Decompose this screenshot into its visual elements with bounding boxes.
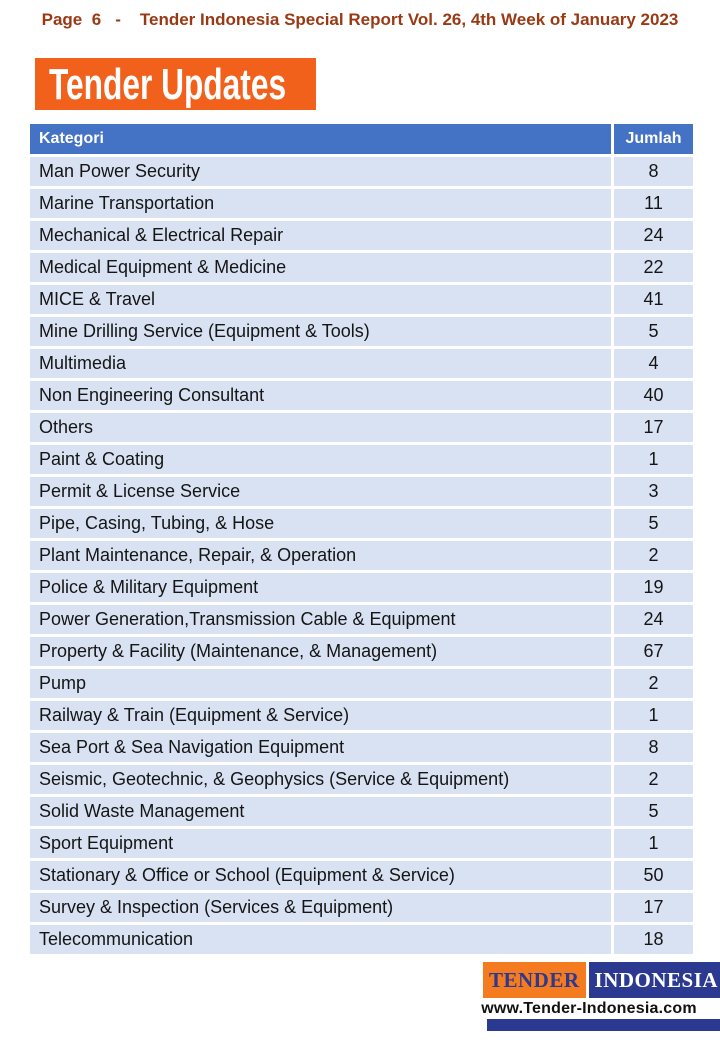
table-row bbox=[30, 860, 693, 892]
table-row bbox=[30, 380, 693, 412]
category-cell: Paint & Coating bbox=[30, 444, 613, 476]
table-row bbox=[30, 156, 693, 188]
website-link[interactable]: www.Tender-Indonesia.com bbox=[481, 1000, 697, 1017]
count-cell: 24 bbox=[613, 220, 694, 252]
category-cell: Sea Port & Sea Navigation Equipment bbox=[30, 732, 613, 764]
table-row bbox=[30, 220, 693, 252]
count-cell: 1 bbox=[613, 444, 694, 476]
category-cell: Railway & Train (Equipment & Service) bbox=[30, 700, 613, 732]
table-row bbox=[30, 764, 693, 796]
category-cell: Man Power Security bbox=[30, 156, 613, 188]
tender-indonesia-logo bbox=[483, 962, 720, 998]
table-row bbox=[30, 316, 693, 348]
table-row bbox=[30, 348, 693, 380]
count-cell: 40 bbox=[613, 380, 694, 412]
category-cell: Seismic, Geotechnic, & Geophysics (Service & Equipment) bbox=[30, 764, 613, 796]
category-cell: Marine Transportation bbox=[30, 188, 613, 220]
category-cell: Police & Military Equipment bbox=[30, 572, 613, 604]
banner-title: Tender Updates bbox=[49, 60, 287, 109]
table-row bbox=[30, 924, 693, 956]
category-cell: Mechanical & Electrical Repair bbox=[30, 220, 613, 252]
table-row bbox=[30, 508, 693, 540]
table-row bbox=[30, 572, 693, 604]
count-cell: 22 bbox=[613, 252, 694, 284]
table-row bbox=[30, 636, 693, 668]
count-cell: 11 bbox=[613, 188, 694, 220]
count-cell: 67 bbox=[613, 636, 694, 668]
category-count-table bbox=[30, 124, 693, 957]
logo-tender-box: TENDER bbox=[483, 962, 586, 998]
category-cell: MICE & Travel bbox=[30, 284, 613, 316]
count-cell: 1 bbox=[613, 700, 694, 732]
table-row bbox=[30, 700, 693, 732]
category-cell: Sport Equipment bbox=[30, 828, 613, 860]
logo-indonesia-box: INDONESIA bbox=[589, 962, 720, 998]
count-cell: 3 bbox=[613, 476, 694, 508]
count-cell: 24 bbox=[613, 604, 694, 636]
category-cell: Medical Equipment & Medicine bbox=[30, 252, 613, 284]
count-cell: 5 bbox=[613, 316, 694, 348]
category-cell: Survey & Inspection (Services & Equipment) bbox=[30, 892, 613, 924]
count-cell: 41 bbox=[613, 284, 694, 316]
count-cell: 2 bbox=[613, 668, 694, 700]
table-row bbox=[30, 252, 693, 284]
category-cell: Non Engineering Consultant bbox=[30, 380, 613, 412]
table-row bbox=[30, 796, 693, 828]
footer-blue-bar bbox=[487, 1019, 720, 1031]
category-cell: Plant Maintenance, Repair, & Operation bbox=[30, 540, 613, 572]
table-row bbox=[30, 284, 693, 316]
count-cell: 19 bbox=[613, 572, 694, 604]
table-row bbox=[30, 412, 693, 444]
table-row bbox=[30, 828, 693, 860]
category-cell: Permit & License Service bbox=[30, 476, 613, 508]
table-row bbox=[30, 540, 693, 572]
count-cell: 2 bbox=[613, 540, 694, 572]
category-cell: Solid Waste Management bbox=[30, 796, 613, 828]
count-cell: 8 bbox=[613, 156, 694, 188]
category-cell: Multimedia bbox=[30, 348, 613, 380]
column-header-jumlah: Jumlah bbox=[613, 124, 694, 156]
category-cell: Others bbox=[30, 412, 613, 444]
category-cell: Stationary & Office or School (Equipment & Service) bbox=[30, 860, 613, 892]
count-cell: 1 bbox=[613, 828, 694, 860]
table-row bbox=[30, 476, 693, 508]
table-row bbox=[30, 732, 693, 764]
count-cell: 8 bbox=[613, 732, 694, 764]
category-cell: Property & Facility (Maintenance, & Management) bbox=[30, 636, 613, 668]
category-cell: Pipe, Casing, Tubing, & Hose bbox=[30, 508, 613, 540]
table-row bbox=[30, 188, 693, 220]
count-cell: 17 bbox=[613, 892, 694, 924]
category-cell: Power Generation,Transmission Cable & Equipment bbox=[30, 604, 613, 636]
count-cell: 50 bbox=[613, 860, 694, 892]
table-header-row bbox=[30, 124, 693, 156]
category-cell: Pump bbox=[30, 668, 613, 700]
count-cell: 17 bbox=[613, 412, 694, 444]
count-cell: 5 bbox=[613, 796, 694, 828]
tender-updates-banner bbox=[35, 58, 316, 110]
page-header: Page 6 - Tender Indonesia Special Report Vol. 26, 4th Week of January 2023 bbox=[41, 10, 679, 29]
count-cell: 18 bbox=[613, 924, 694, 956]
table-row bbox=[30, 604, 693, 636]
category-cell: Telecommunication bbox=[30, 924, 613, 956]
table-row bbox=[30, 444, 693, 476]
category-cell: Mine Drilling Service (Equipment & Tools) bbox=[30, 316, 613, 348]
count-cell: 4 bbox=[613, 348, 694, 380]
column-header-kategori: Kategori bbox=[30, 124, 613, 156]
table-row bbox=[30, 892, 693, 924]
table-row bbox=[30, 668, 693, 700]
count-cell: 2 bbox=[613, 764, 694, 796]
count-cell: 5 bbox=[613, 508, 694, 540]
